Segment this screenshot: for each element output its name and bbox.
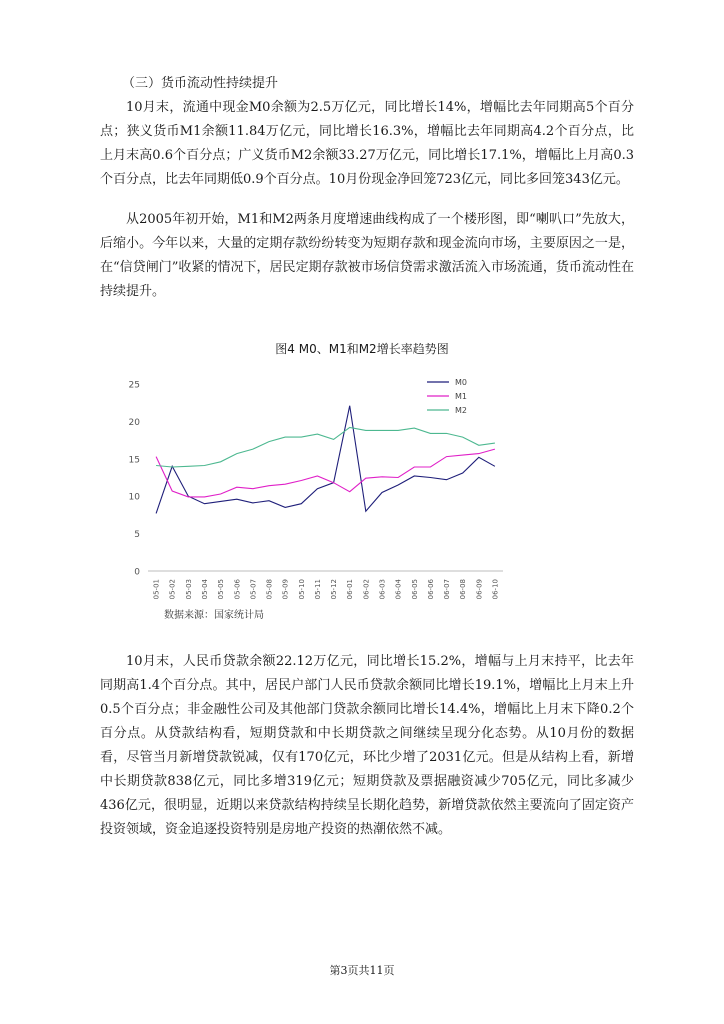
series-line-m1 <box>156 449 495 497</box>
x-tick-label: 05-03 <box>184 579 193 600</box>
line-chart <box>118 362 511 619</box>
x-tick-label: 05-04 <box>200 579 209 600</box>
x-tick-label: 06-04 <box>394 579 403 600</box>
figure-title: 图4 M0、M1和M2增长率趋势图 <box>275 342 449 356</box>
x-tick-label: 06-08 <box>459 579 468 600</box>
x-tick-label: 05-06 <box>233 579 242 600</box>
x-tick-label: 05-05 <box>217 579 226 600</box>
legend-label-m2: M2 <box>455 406 467 415</box>
chart-container <box>118 362 511 619</box>
x-tick-label: 06-03 <box>378 579 387 600</box>
series-line-m0 <box>156 406 495 514</box>
x-tick-label: 06-02 <box>362 579 371 600</box>
legend-label-m0: M0 <box>455 378 467 387</box>
x-tick-label: 05-02 <box>168 579 177 600</box>
paragraph-2 <box>100 208 634 304</box>
y-tick-label: 20 <box>128 417 140 428</box>
source-note: 数据来源：国家统计局 <box>164 610 264 621</box>
x-tick-label: 05-10 <box>297 579 306 600</box>
x-tick-label: 06-06 <box>426 579 435 600</box>
x-tick-label: 06-01 <box>346 579 355 600</box>
paragraph-3-text: 10月末，人民币贷款余额22.12万亿元，同比增长15.2%，增幅与上月末持平，比去年同期高1.4个百分点。其中，居民户部门人民币贷款余额同比增长19.1%，增幅比上月末上升0.5个百分点；非金融性公司及其他部门贷款余额同比增长14.4%，增幅比上月末下降0.2个百分点。从贷款结构看，短期贷款和中长期贷款之间继续呈现分化态势。从10月份的数据看，尽管当月新增贷款锐减，仅有170亿元，环比少增了2031亿元。但是从结构上看，新增中长期贷款838亿元，同比多增319亿元；短期贷款及票据融资减少705亿元，同比多减少436亿元，很明显，近期以来贷款结构持续呈长期化趋势，新增贷款依然主要流向了固定资产投资领域，资金追逐投资特别是房地产投资的热潮依然不减。 <box>100 654 634 837</box>
x-tick-label: 06-05 <box>410 579 419 600</box>
x-tick-label: 05-11 <box>313 579 322 600</box>
legend-label-m1: M1 <box>455 392 467 401</box>
paragraph-1-text: 10月末，流通中现金M0余额为2.5万亿元，同比增长14%，增幅比去年同期高5个百分点；狭义货币M1余额11.84万亿元，同比增长16.3%，增幅比去年同期高4.2个百分点，比上月末高0.6个百分点；广义货币M2余额33.27万亿元，同比增长17.1%，增幅比上月高0.3个百分点，比去年同期低0.9个百分点。10月份现金净回笼723亿元，同比多回笼343亿元。 <box>100 100 634 187</box>
paragraph-1 <box>100 96 634 192</box>
x-tick-label: 06-09 <box>475 579 484 600</box>
series-line-m2 <box>156 427 495 467</box>
paragraph-2-text: 从2005年初开始，M1和M2两条月度增速曲线构成了一个楼形图，即“喇叭口”先放大，后缩小。今年以来，大量的定期存款纷纷转变为短期存款和现金流向市场，主要原因之一是，在“信贷闸门”收紧的情况下，居民定期存款被市场信贷需求激活流入市场流通，货币流动性在持续提升。 <box>100 212 634 299</box>
x-tick-label: 05-08 <box>265 579 274 600</box>
x-tick-label: 05-12 <box>330 579 339 600</box>
chart-legend <box>427 378 467 415</box>
x-tick-label: 06-07 <box>443 579 452 600</box>
page-footer: 第3页共11页 <box>329 964 395 977</box>
y-tick-label: 15 <box>128 455 140 466</box>
y-tick-label: 25 <box>128 380 140 391</box>
y-tick-label: 10 <box>128 492 140 503</box>
x-tick-label: 05-09 <box>281 579 290 600</box>
x-tick-label: 06-10 <box>491 579 500 600</box>
paragraph-3 <box>100 650 634 842</box>
x-tick-label: 05-01 <box>152 579 161 600</box>
y-tick-label: 5 <box>134 530 140 541</box>
chart-series <box>156 406 495 514</box>
y-tick-label: 0 <box>134 567 140 578</box>
x-tick-label: 05-07 <box>249 579 258 600</box>
section-heading: （三）货币流动性持续提升 <box>122 76 279 91</box>
